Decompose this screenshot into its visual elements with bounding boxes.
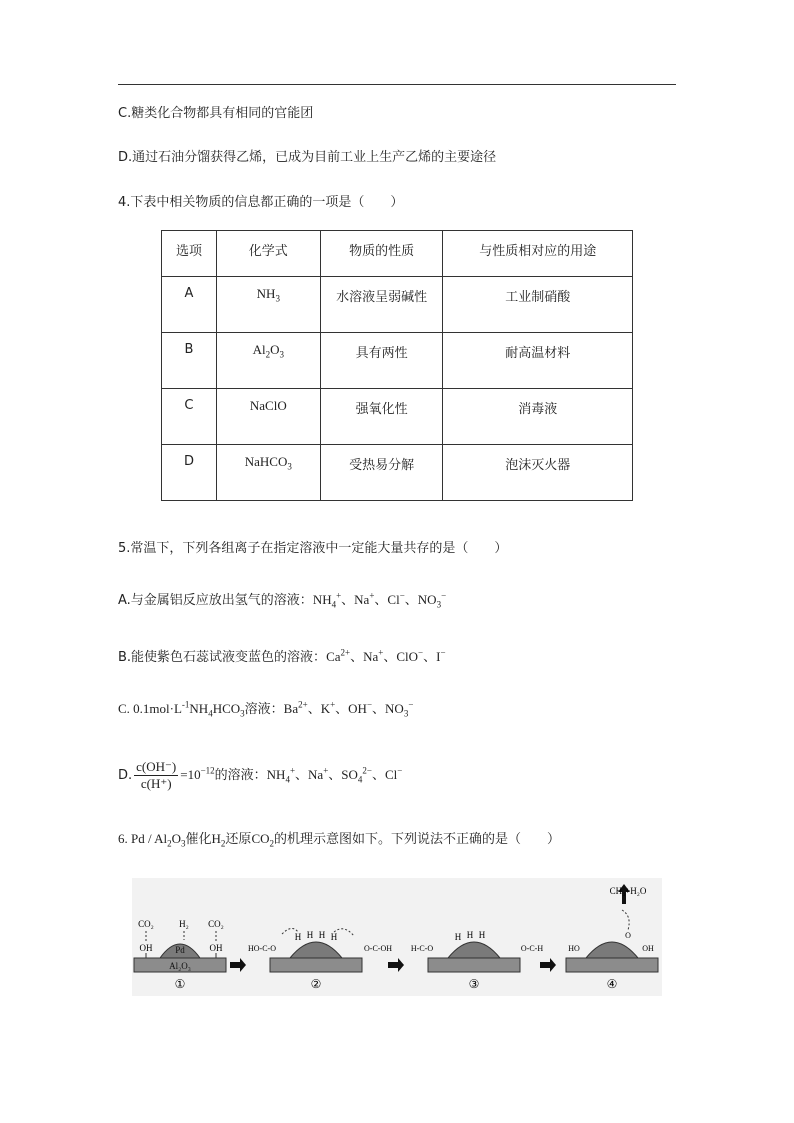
row-property: 具有两性 <box>320 333 443 389</box>
row-formula: NaClO <box>216 389 320 445</box>
product-label: CH₄+H₂O <box>609 886 647 896</box>
question-6-stem: 6. Pd / $Al_2O_3$催化$H_2$还原$CO_2$的机理示意图如下。下列说法不正确的是（ ） <box>118 831 561 849</box>
row-formula: $NH_3$ <box>216 277 320 333</box>
svg-text:H-C-O: H-C-O <box>410 944 434 953</box>
svg-text:H: H <box>306 930 314 940</box>
row-property: 受热易分解 <box>320 445 443 501</box>
ratio-fraction: $\frac{c(OH^-)}{c(H^+)}$ <box>136 759 177 791</box>
row-option: C <box>162 389 217 445</box>
co2-left-label: CO₂ <box>138 919 154 929</box>
co2-right-label: CO₂ <box>208 919 224 929</box>
question-5-stem: 5.常温下，下列各组离子在指定溶液中一定能大量共存的是（ ） <box>118 541 508 556</box>
row-option: A <box>162 277 217 333</box>
row-property: 水溶液呈弱碱性 <box>320 277 443 333</box>
step-1-label: ① <box>174 977 186 991</box>
header-option: 选项 <box>162 231 217 277</box>
svg-text:H: H <box>318 930 326 940</box>
step-4-label: ④ <box>606 977 618 991</box>
row-option: B <box>162 333 217 389</box>
header-property: 物质的性质 <box>320 231 443 277</box>
row-use: 消毒液 <box>443 389 633 445</box>
support-label: Al₂O₃ <box>169 961 191 971</box>
oh-right-label: OH <box>209 943 223 953</box>
table-header-row <box>162 231 633 277</box>
row-formula: NaHCO$_3$ <box>216 445 320 501</box>
svg-text:H: H <box>330 932 338 942</box>
h2-label: H₂ <box>179 919 189 929</box>
row-use: 泡沫灭火器 <box>443 445 633 501</box>
step-3-label: ③ <box>468 977 480 991</box>
svg-text:O-C-H: O-C-H <box>520 944 544 953</box>
question-5-option-b: B.能使紫色石蕊试液变蓝色的溶液：$Ca^{2+}$、Na+、ClO−、I− <box>118 647 446 665</box>
question-5-option-d: D. $\frac{c(OH^-)}{c(H^+)}$ $=10^{-12}$的溶液：$NH_4^+$、Na+、$SO_4^{2-}$、Cl− <box>118 759 403 791</box>
question-5-option-c: C. $0.1mol\cdot L^{-1}NH_4HCO_3$溶液：$Ba^{2+}$、K+、OH−、$NO_3^-$ <box>118 699 414 719</box>
svg-text:OH: OH <box>642 944 654 953</box>
header-rule <box>118 84 676 85</box>
question-4-stem: 4.下表中相关物质的信息都正确的一项是（ ） <box>118 195 404 210</box>
table-row <box>162 445 633 501</box>
table-row <box>162 277 633 333</box>
question-5-option-a: A.与金属铝反应放出氢气的溶液：$NH_4^+$、Na+、Cl−、$NO_3^-$ <box>118 590 447 610</box>
substance-table <box>161 230 633 501</box>
svg-text:H: H <box>478 930 486 940</box>
row-use: 工业制硝酸 <box>443 277 633 333</box>
row-use: 耐高温材料 <box>443 333 633 389</box>
step-2-label: ② <box>310 977 322 991</box>
svg-text:H: H <box>294 932 302 942</box>
table-row <box>162 333 633 389</box>
svg-text:O-C-OH: O-C-OH <box>364 944 392 953</box>
row-property: 强氧化性 <box>320 389 443 445</box>
pd-label: Pd <box>175 945 185 955</box>
svg-text:HO-C-O: HO-C-O <box>248 944 276 953</box>
svg-text:H: H <box>466 930 474 940</box>
row-formula: $Al_2O_3$ <box>216 333 320 389</box>
mechanism-diagram <box>132 878 662 996</box>
oh-left-label: OH <box>139 943 153 953</box>
table-row <box>162 389 633 445</box>
option-d-text: D.通过石油分馏获得乙烯，已成为目前工业上生产乙烯的主要途径 <box>118 150 497 165</box>
header-formula: 化学式 <box>216 231 320 277</box>
header-use: 与性质相对应的用途 <box>443 231 633 277</box>
svg-text:O: O <box>625 931 631 940</box>
svg-text:H: H <box>454 932 462 942</box>
row-option: D <box>162 445 217 501</box>
svg-text:HO: HO <box>568 944 580 953</box>
option-c-text: C.糖类化合物都具有相同的官能团 <box>118 106 314 121</box>
